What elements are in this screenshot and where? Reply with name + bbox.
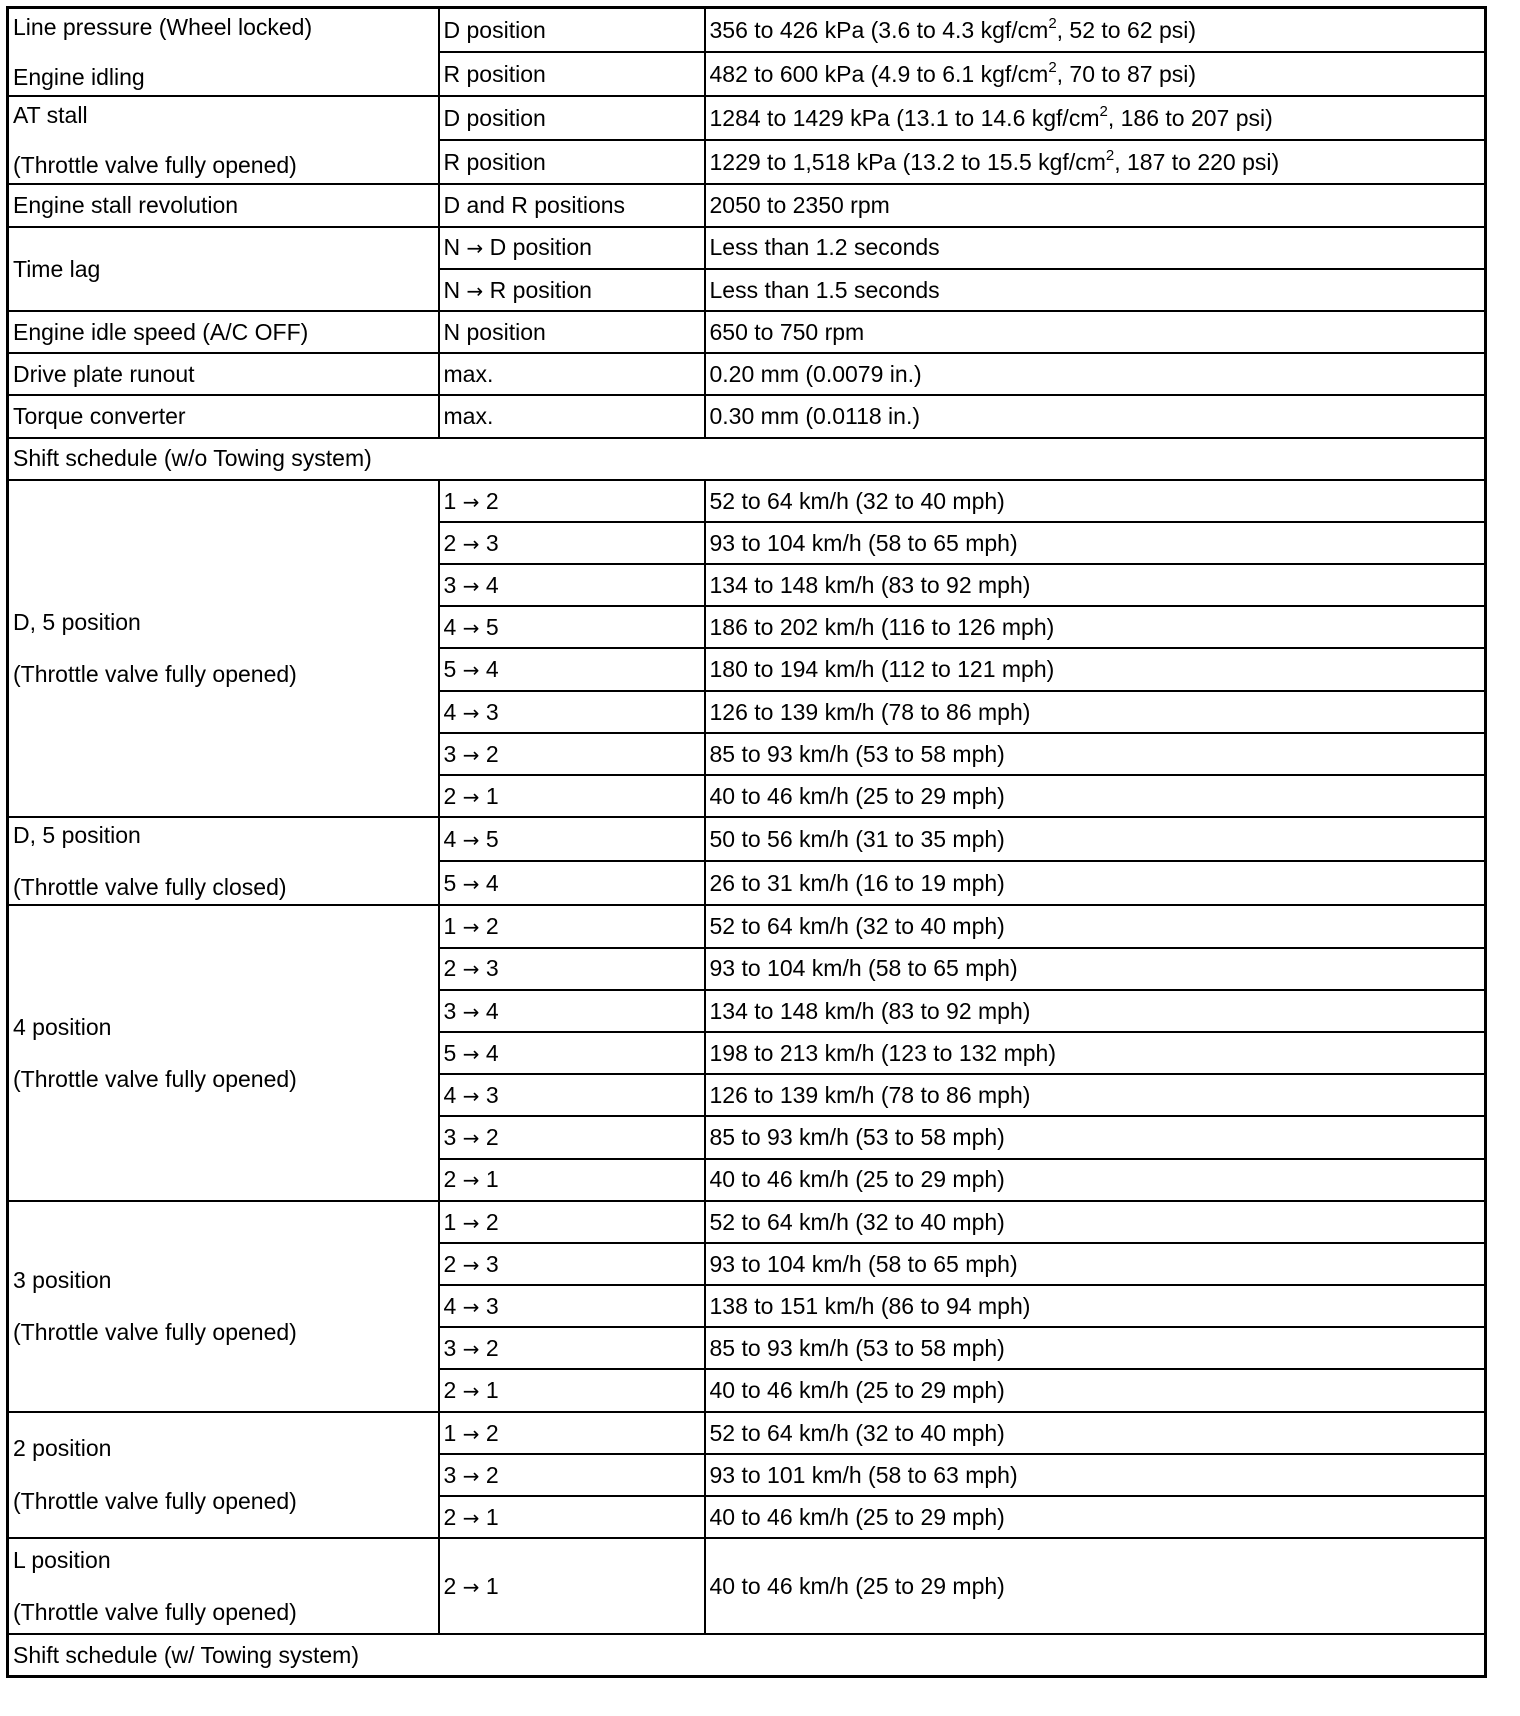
value-cell: 93 to 104 km/h (58 to 65 mph) [705,1243,1486,1285]
group-subtitle: (Throttle valve fully opened) [13,1319,297,1346]
right-arrow-icon: → [462,1041,480,1066]
idle-speed-label: Engine idle speed (A/C OFF) [8,311,439,353]
right-arrow-icon: → [462,489,480,514]
shift-cell: 1 → 2 [439,480,705,522]
line-pressure-subtitle: Engine idling [13,64,145,91]
table-row [8,1412,1486,1454]
value-cell: 650 to 750 rpm [705,311,1486,353]
group-title: 3 position [13,1266,112,1293]
right-arrow-icon: → [462,531,480,556]
value-cell: 186 to 202 km/h (116 to 126 mph) [705,606,1486,648]
shift-cell: 3 → 2 [439,1454,705,1496]
position-cell: N → D position [439,227,705,269]
value-cell: 26 to 31 km/h (16 to 19 mph) [705,861,1486,905]
right-arrow-icon: → [462,1252,480,1277]
right-arrow-icon: → [462,828,480,853]
right-arrow-icon: → [462,700,480,725]
value-cell: 0.30 mm (0.0118 in.) [705,395,1486,437]
group-subtitle: (Throttle valve fully opened) [13,1487,297,1514]
right-arrow-icon: → [462,1337,480,1362]
time-lag-label: Time lag [8,227,439,311]
value-cell: Less than 1.2 seconds [705,227,1486,269]
group-title: 2 position [13,1435,112,1462]
value-cell: 40 to 46 km/h (25 to 29 mph) [705,775,1486,817]
value-cell: 52 to 64 km/h (32 to 40 mph) [705,480,1486,522]
shift-cell: 5 → 4 [439,648,705,690]
shift-cell: 2 → 3 [439,1243,705,1285]
right-arrow-icon: → [462,872,480,897]
spec-table-body [8,8,1486,1677]
right-arrow-icon: → [462,1421,480,1446]
line-pressure-title: Line pressure (Wheel locked) [13,13,313,40]
value-cell: 85 to 93 km/h (53 to 58 mph) [705,1116,1486,1158]
at-stall-title: AT stall [13,101,88,128]
section-row [8,438,1486,480]
value-cell: 482 to 600 kPa (4.9 to 6.1 kgf/$cm^2$, 70 to 87 psi) [705,52,1486,96]
right-arrow-icon: → [466,278,484,303]
position-cell: max. [439,353,705,395]
group-label [8,817,439,905]
group-subtitle: (Throttle valve fully closed) [13,874,287,901]
position-cell: D position [439,96,705,140]
value-cell: 40 to 46 km/h (25 to 29 mph) [705,1159,1486,1201]
right-arrow-icon: → [462,1168,480,1193]
table-row [8,353,1486,395]
shift-cell: 2 → 3 [439,948,705,990]
right-arrow-icon: → [462,1126,480,1151]
value-cell: 356 to 426 kPa (3.6 to 4.3 kgf/$cm^2$, 52 to 62 psi) [705,8,1486,53]
group-subtitle: (Throttle valve fully opened) [13,1066,297,1093]
table-row [8,905,1486,947]
value-cell: 93 to 101 km/h (58 to 63 mph) [705,1454,1486,1496]
shift-cell: 2 → 1 [439,1538,705,1634]
value-cell: 52 to 64 km/h (32 to 40 mph) [705,905,1486,947]
group-label [8,1538,439,1634]
table-row [8,96,1486,140]
position-cell: D position [439,8,705,53]
right-arrow-icon: → [466,236,484,261]
value-cell: 93 to 104 km/h (58 to 65 mph) [705,522,1486,564]
group-title: D, 5 position [13,821,141,848]
shift-cell: 4 → 3 [439,1285,705,1327]
shift-cell: 4 → 3 [439,1074,705,1116]
table-row [8,480,1486,522]
position-cell: R position [439,140,705,184]
value-cell: 1229 to 1,518 kPa (13.2 to 15.5 kgf/$cm^2$, 187 to 220 psi) [705,140,1486,184]
shift-cell: 3 → 4 [439,990,705,1032]
shift-cell: 2 → 1 [439,1369,705,1411]
right-arrow-icon: → [462,1294,480,1319]
right-arrow-icon: → [462,1463,480,1488]
shift-cell: 1 → 2 [439,1201,705,1243]
right-arrow-icon: → [462,1084,480,1108]
value-cell: 180 to 194 km/h (112 to 121 mph) [705,648,1486,690]
value-cell: 134 to 148 km/h (83 to 92 mph) [705,990,1486,1032]
table-row [8,1538,1486,1634]
table-row [8,8,1486,53]
table-row [8,184,1486,226]
shift-cell: 5 → 4 [439,1032,705,1074]
position-cell: D and R positions [439,184,705,226]
value-cell: 52 to 64 km/h (32 to 40 mph) [705,1412,1486,1454]
shift-cell: 2 → 1 [439,1496,705,1538]
shift-cell: 3 → 2 [439,1116,705,1158]
section-row [8,1634,1486,1677]
value-cell: 134 to 148 km/h (83 to 92 mph) [705,564,1486,606]
line-pressure-label [8,8,439,97]
shift-cell: 2 → 3 [439,522,705,564]
position-cell: N → R position [439,269,705,311]
shift-cell: 3 → 2 [439,733,705,775]
right-arrow-icon: → [462,999,480,1024]
value-cell: 85 to 93 km/h (53 to 58 mph) [705,733,1486,775]
table-row [8,1201,1486,1243]
shift-cell: 4 → 3 [439,691,705,733]
shift-cell: 1 → 2 [439,1412,705,1454]
value-cell: 126 to 139 km/h (78 to 86 mph) [705,691,1486,733]
position-cell: max. [439,395,705,437]
torque-converter-label: Torque converter [8,395,439,437]
shift-cell: 4 → 5 [439,817,705,861]
value-cell: 2050 to 2350 rpm [705,184,1486,226]
shift-cell: 1 → 2 [439,905,705,947]
right-arrow-icon: → [462,616,480,641]
group-subtitle: (Throttle valve fully opened) [13,661,297,688]
at-stall-label [8,96,439,184]
table-row [8,311,1486,353]
position-cell: N position [439,311,705,353]
spec-table-wrapper [6,6,1487,1678]
table-row [8,395,1486,437]
value-cell: 0.20 mm (0.0079 in.) [705,353,1486,395]
shift-cell: 2 → 1 [439,1159,705,1201]
at-stall-subtitle: (Throttle valve fully opened) [13,152,297,179]
group-label [8,480,439,818]
value-cell: 40 to 46 km/h (25 to 29 mph) [705,1496,1486,1538]
right-arrow-icon: → [462,915,480,940]
drive-plate-label: Drive plate runout [8,353,439,395]
value-cell: 1284 to 1429 kPa (13.1 to 14.6 kgf/$cm^2$, 186 to 207 psi) [705,96,1486,140]
right-arrow-icon: → [462,1505,480,1530]
section-heading: Shift schedule (w/o Towing system) [8,438,1486,480]
right-arrow-icon: → [462,957,480,982]
value-cell: 85 to 93 km/h (53 to 58 mph) [705,1327,1486,1369]
right-arrow-icon: → [462,658,480,683]
value-cell: 126 to 139 km/h (78 to 86 mph) [705,1074,1486,1116]
shift-cell: 4 → 5 [439,606,705,648]
group-title: 4 position [13,1013,112,1040]
value-cell: 198 to 213 km/h (123 to 132 mph) [705,1032,1486,1074]
value-cell: 93 to 104 km/h (58 to 65 mph) [705,948,1486,990]
value-cell: Less than 1.5 seconds [705,269,1486,311]
value-cell: 138 to 151 km/h (86 to 94 mph) [705,1285,1486,1327]
shift-cell: 3 → 2 [439,1327,705,1369]
right-arrow-icon: → [462,573,480,598]
right-arrow-icon: → [462,1574,480,1599]
value-cell: 50 to 56 km/h (31 to 35 mph) [705,817,1486,861]
right-arrow-icon: → [462,742,480,767]
right-arrow-icon: → [462,1210,480,1235]
right-arrow-icon: → [462,784,480,809]
value-cell: 40 to 46 km/h (25 to 29 mph) [705,1538,1486,1634]
position-cell: R position [439,52,705,96]
table-row [8,227,1486,269]
section-heading: Shift schedule (w/ Towing system) [8,1634,1486,1677]
group-label [8,1201,439,1412]
group-label [8,905,439,1200]
shift-cell: 5 → 4 [439,861,705,905]
value-cell: 52 to 64 km/h (32 to 40 mph) [705,1201,1486,1243]
spec-table [6,6,1487,1678]
engine-stall-label: Engine stall revolution [8,184,439,226]
group-title: D, 5 position [13,609,141,635]
shift-cell: 2 → 1 [439,775,705,817]
group-title: L position [13,1546,111,1573]
group-subtitle: (Throttle valve fully opened) [13,1599,297,1626]
group-label [8,1412,439,1539]
shift-cell: 3 → 4 [439,564,705,606]
value-cell: 40 to 46 km/h (25 to 29 mph) [705,1369,1486,1411]
right-arrow-icon: → [462,1379,480,1404]
table-row [8,817,1486,861]
